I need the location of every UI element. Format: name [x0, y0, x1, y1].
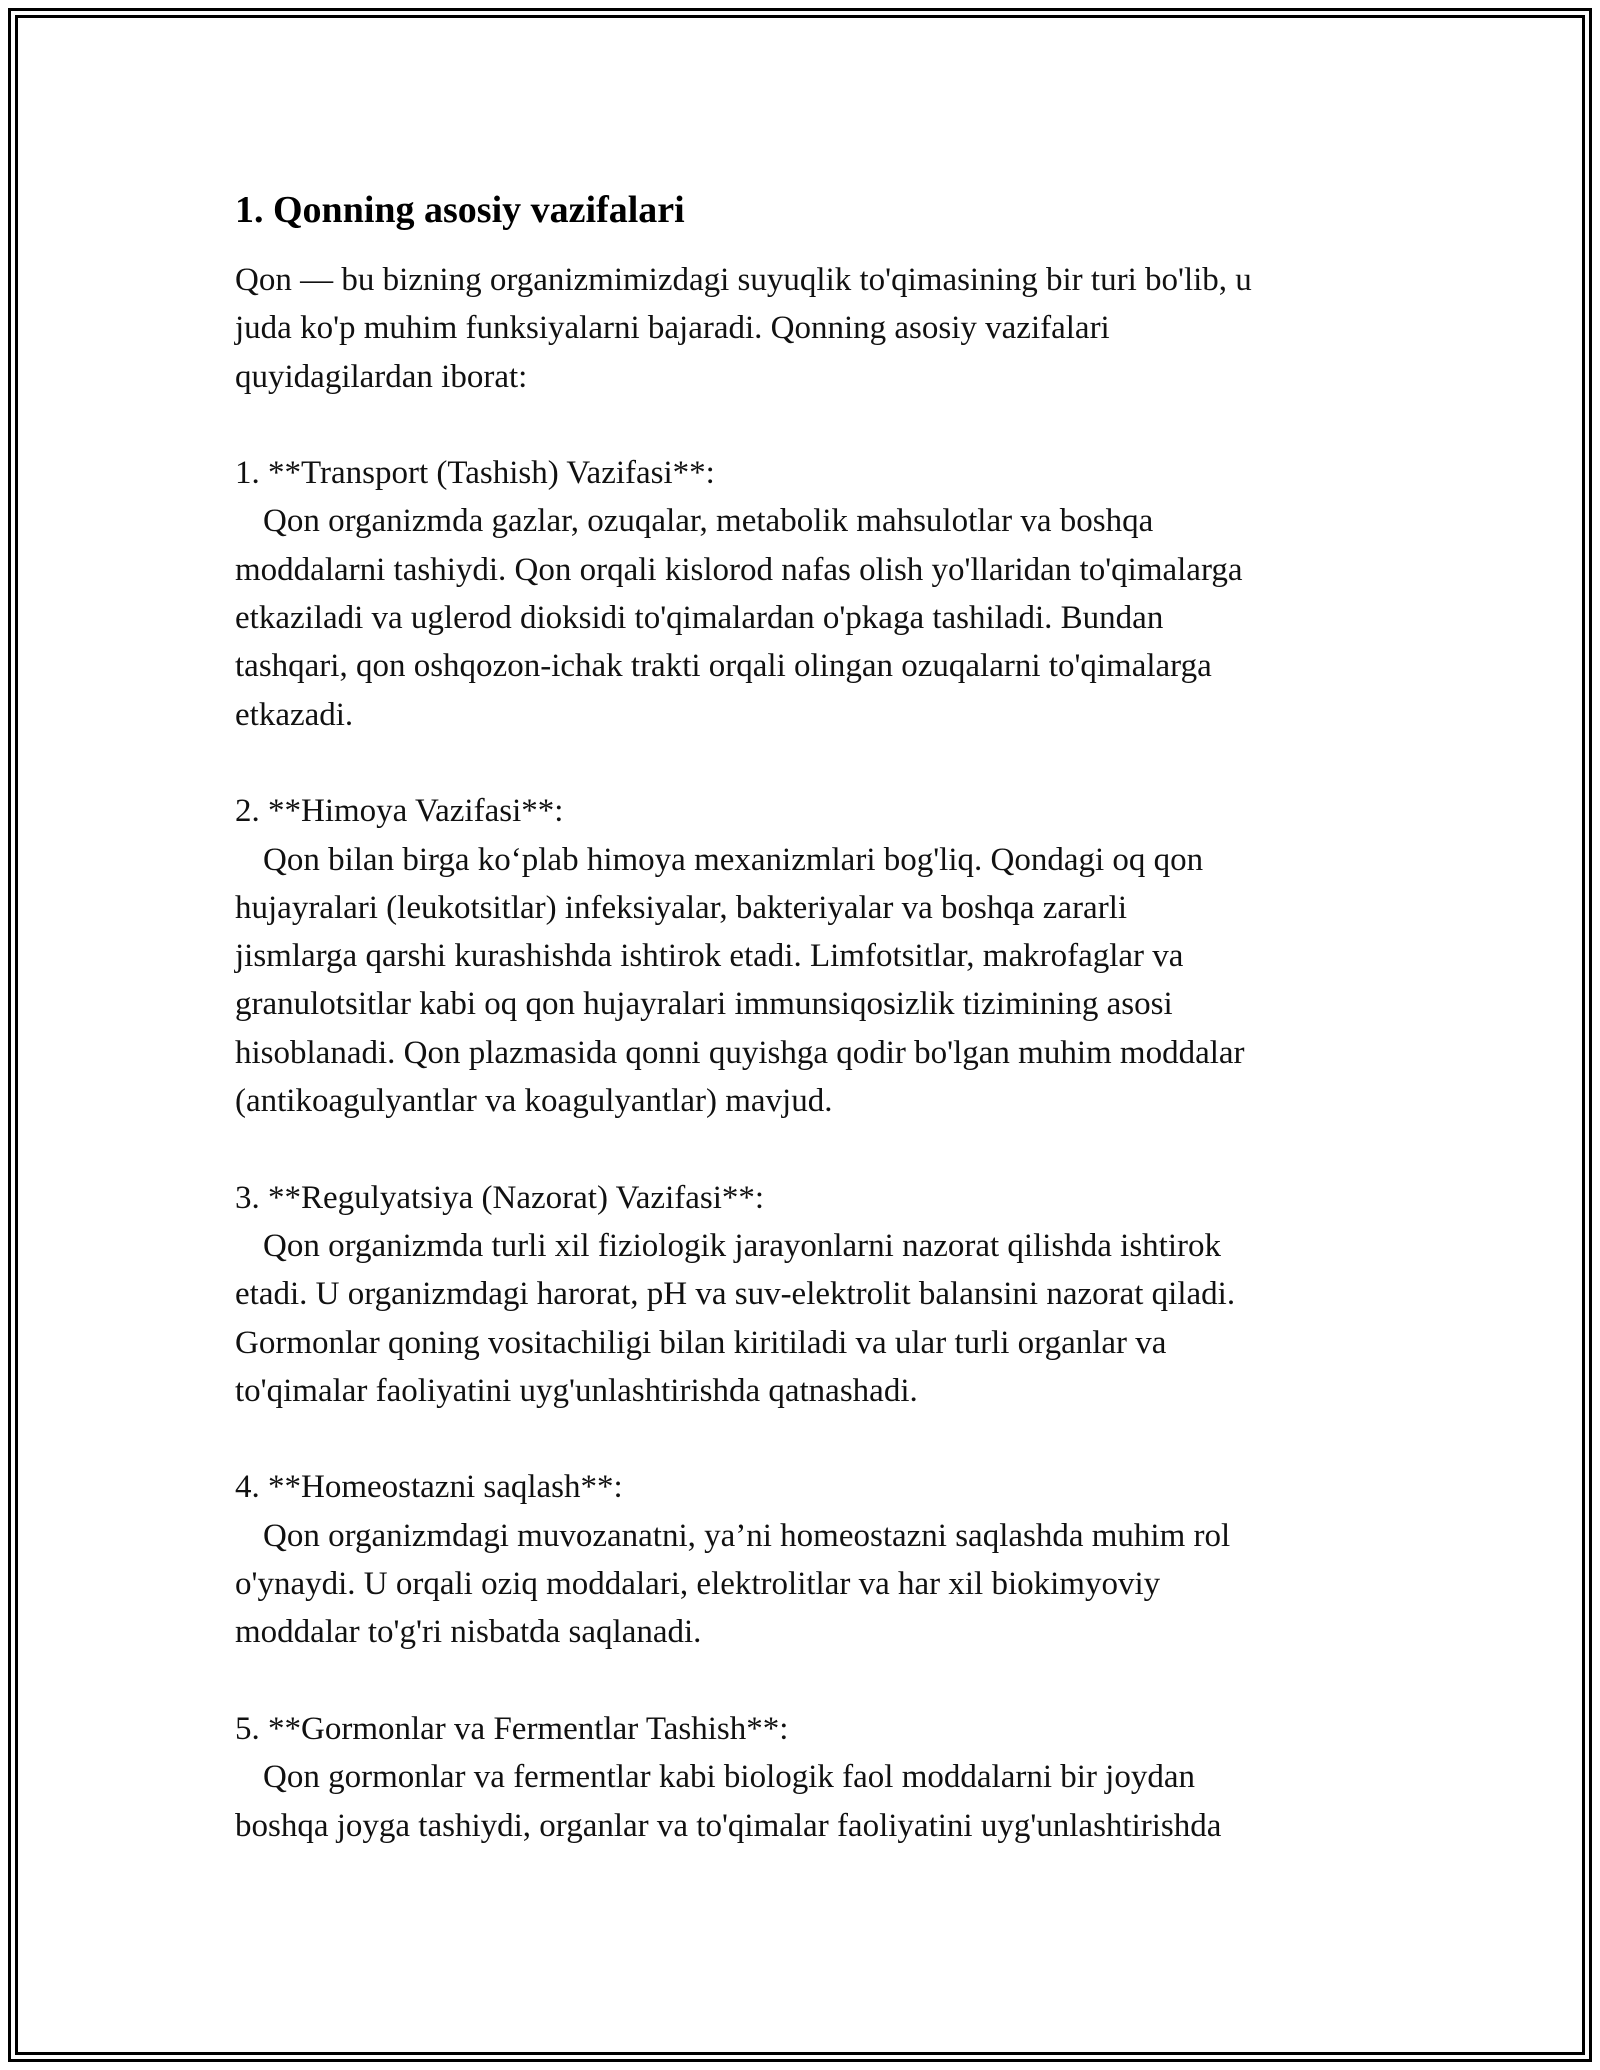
section-line: moddalar to'g'ri nisbatda saqlanadi.: [235, 1614, 702, 1651]
section-homeostaz: [235, 1463, 1395, 1656]
section-line: Qon gormonlar va fermentlar kabi biologik faol moddalarni bir joydan: [263, 1759, 1195, 1796]
section-line: o'ynaydi. U orqali oziq moddalari, elektrolitlar va har xil biokimyoviy: [235, 1566, 1161, 1603]
paragraph-gap: [235, 739, 1395, 787]
intro-paragraph: [235, 256, 1395, 401]
intro-line: quyidagilardan iborat:: [235, 358, 528, 395]
section-line: granulotsitlar kabi oq qon hujayralari immunsiqosizlik tizimining asosi: [235, 986, 1173, 1023]
section-title: 5. **Gormonlar va Fermentlar Tashish**:: [235, 1710, 789, 1747]
section-line: hujayralari (leukotsitlar) infeksiyalar, bakteriyalar va boshqa zararli: [235, 889, 1128, 926]
section-line: boshqa joyga tashiydi, organlar va to'qimalar faoliyatini uyg'unlashtirishda: [235, 1807, 1222, 1844]
section-title: 1. **Transport (Tashish) Vazifasi**:: [235, 455, 715, 492]
section-line: hisoblanadi. Qon plazmasida qonni quyishga qodir bo'lgan muhim moddalar: [235, 1034, 1245, 1071]
section-title: 4. **Homeostazni saqlash**:: [235, 1469, 623, 1506]
section-gormonlar: [235, 1705, 1395, 1850]
section-line: etadi. U organizmdagi harorat, pH va suv-elektrolit balansini nazorat qiladi.: [235, 1276, 1236, 1313]
section-line: Qon organizmdagi muvozanatni, ya’ni homeostazni saqlashda muhim rol: [263, 1517, 1231, 1554]
section-title: 2. **Himoya Vazifasi**:: [235, 793, 564, 830]
section-line: jismlarga qarshi kurashishda ishtirok etadi. Limfotsitlar, makrofaglar va: [235, 938, 1184, 975]
section-regulyatsiya: [235, 1174, 1395, 1415]
section-line: Qon organizmda turli xil fiziologik jarayonlarni nazorat qilishda ishtirok: [263, 1227, 1221, 1264]
intro-line: juda ko'p muhim funksiyalarni bajaradi. Qonning asosiy vazifalari: [235, 310, 1110, 347]
paragraph-gap: [235, 1657, 1395, 1705]
paragraph-gap: [235, 1415, 1395, 1463]
intro-line: Qon — bu bizning organizmimizdagi suyuqlik to'qimasining bir turi bo'lib, u: [235, 262, 1252, 298]
section-line: tashqari, qon oshqozon-ichak trakti orqali olingan ozuqalarni to'qimalarga: [235, 648, 1212, 685]
paragraph-gap: [235, 1125, 1395, 1173]
document-heading: 1. Qonning asosiy vazifalari: [235, 189, 685, 231]
section-line: to'qimalar faoliyatini uyg'unlashtirishda qatnashadi.: [235, 1372, 918, 1409]
paragraph-gap: [235, 401, 1395, 449]
section-title: 3. **Regulyatsiya (Nazorat) Vazifasi**:: [235, 1179, 765, 1216]
section-himoya: [235, 787, 1395, 1125]
section-line: (antikoagulyantlar va koagulyantlar) mavjud.: [235, 1083, 833, 1120]
document-body: [235, 186, 1395, 1850]
section-line: Gormonlar qoning vositachiligi bilan kiritiladi va ular turli organlar va: [235, 1324, 1167, 1361]
section-line: etkazadi.: [235, 696, 354, 733]
section-line: Qon bilan birga ko‘plab himoya mexanizmlari bog'liq. Qondagi oq qon: [263, 841, 1204, 878]
section-line: etkaziladi va uglerod dioksidi to'qimalardan o'pkaga tashiladi. Bundan: [235, 600, 1164, 637]
section-transport: [235, 449, 1395, 739]
section-line: Qon organizmda gazlar, ozuqalar, metabolik mahsulotlar va boshqa: [263, 503, 1154, 540]
section-line: moddalarni tashiydi. Qon orqali kislorod nafas olish yo'llaridan to'qimalarga: [235, 551, 1243, 588]
